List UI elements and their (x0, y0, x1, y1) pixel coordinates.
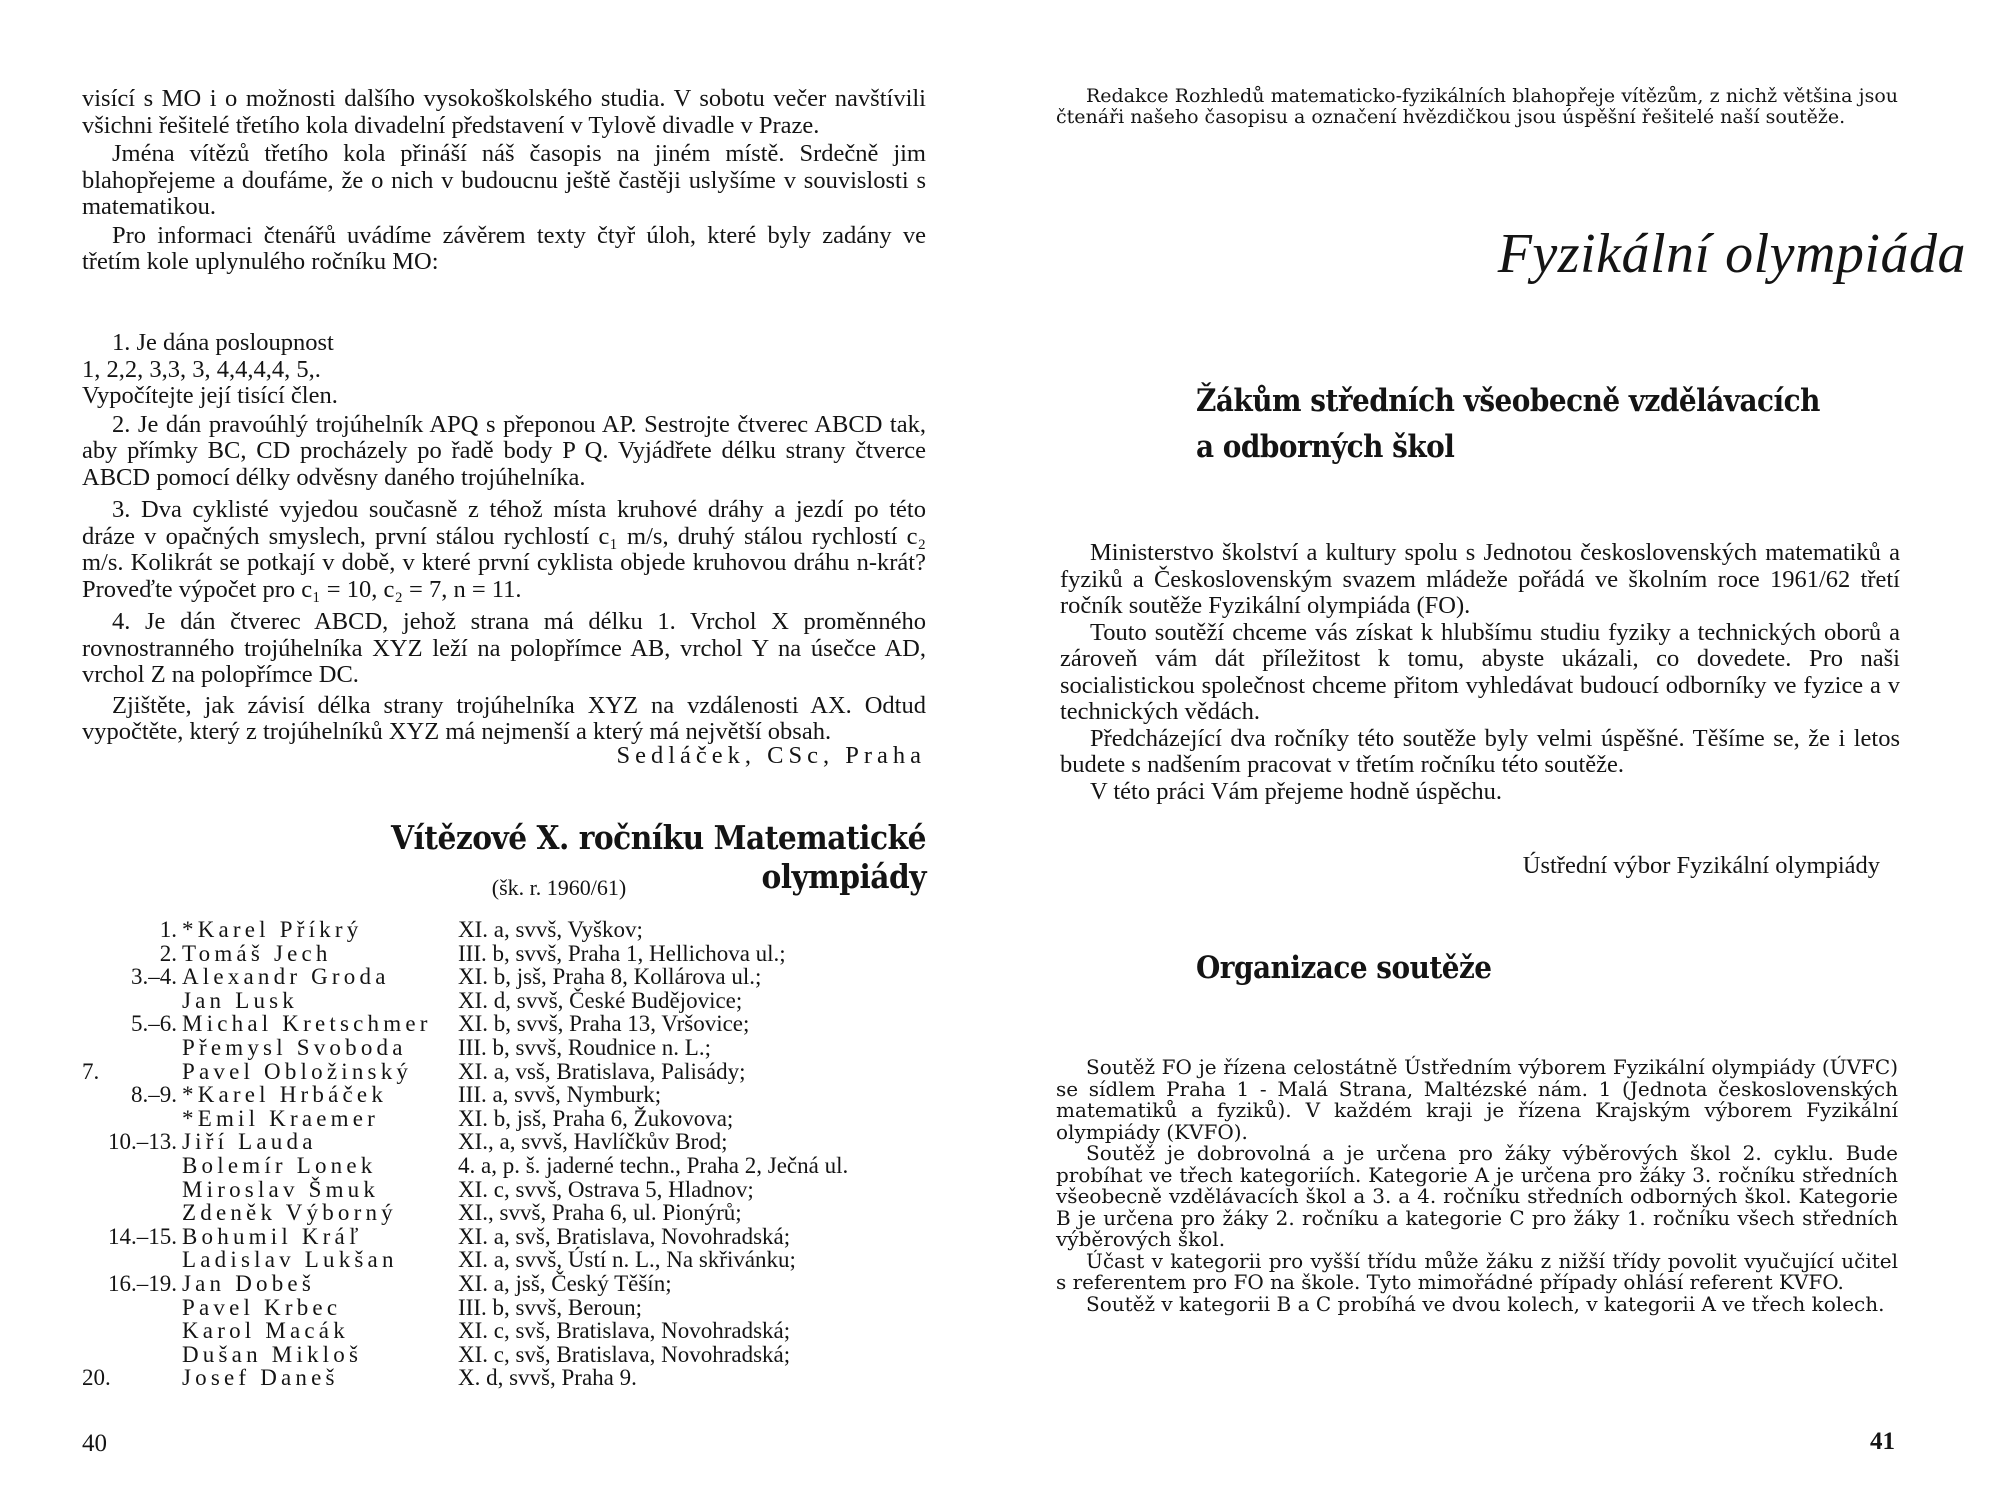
winner-school: XI. d, svvš, České Budějovice; (458, 987, 743, 1013)
problem-1-intro: 1. Je dána posloupnost (112, 329, 334, 356)
page-number: 40 (82, 1430, 107, 1457)
winner-name: Přemysl Svoboda (182, 1034, 407, 1060)
winner-school: XI. c, svš, Bratislava, Novohradská; (458, 1318, 791, 1344)
problem-4b: Zjištěte, jak závisí délka strany trojúhelníka XYZ na vzdálenosti AX. Odtud vypočtěte, který z trojúhelníků XYZ má nejmenší a který má největší obsah. (82, 691, 926, 745)
winner-name: Jan Lusk (182, 987, 299, 1013)
winner-rank: 16.–19. (108, 1270, 177, 1296)
winner-school: III. b, svvš, Beroun; (458, 1294, 642, 1320)
winner-name: Michal Kretschmer (182, 1011, 432, 1037)
winner-row (82, 1012, 942, 1036)
problem-3: 3. Dva cyklisté vyjedou současně z téhož místa kruhové dráhy a jezdí po této dráze v opačných smyslech, první stálou rychlostí c₁ m/s, druhý stálou rychlostí c₂ m/s. Kolikrát se potkají v době, v které první cyklista objede kruhovou dráhu n-krát? Proveďte výpočet pro c₁ = 10, c₂ = 7, n = 11. (82, 496, 926, 603)
winner-row (82, 1343, 942, 1367)
problem-1-sequence: 1, 2,2, 3,3, 3, 4,4,4,4, 5,. (82, 355, 321, 383)
address-heading (1196, 378, 1820, 470)
winner-name: Ladislav Lukšan (182, 1247, 398, 1273)
winner-row (82, 1272, 942, 1296)
winner-row (82, 1036, 942, 1060)
intro-text (82, 86, 926, 276)
winner-name: Pavel Obložinský (182, 1058, 413, 1084)
address-paragraph: Ministerstvo školství a kultury spolu s Jednotou československých matematiků a fyziků a Československým svazem mládeže pořádá ve školním roce 1961/62 třetí ročník soutěže Fyzikální olympiáda (FO). (1060, 539, 1900, 619)
winner-row (82, 1107, 942, 1131)
address-heading-line-1: Žákům středních všeobecně vzdělávacích (1196, 383, 1820, 419)
winner-school: XI. b, jsš, Praha 8, Kollárova ul.; (458, 964, 762, 990)
winner-school: XI. c, svvš, Ostrava 5, Hladnov; (458, 1176, 754, 1202)
winner-school: XI. a, svvš, Vyškov; (458, 917, 643, 942)
winner-name: Zdeněk Výborný (182, 1200, 397, 1226)
organization-paragraph: Soutěž je dobrovolná a je určena pro žáky výběrových škol 2. cyklu. Bude probíhat ve třech kategoriích. Kategorie A je určena pro žáky 3. ročníku středních všeobecně vzdělávacích škol a 3. a 4. ročníku středních odborných škol. Kategorie B je určena pro žáky 2. ročníku a kategorie C pro žáky 1. ročníku všech středních výběrových škol. (1056, 1141, 1898, 1251)
section-title: Fyzikální olympiáda (1497, 223, 1966, 285)
editorial-note-text: Redakce Rozhledů matematicko-fyzikálních blahopřeje vítězům, z nichž většina jsou čtenáři našeho časopisu a označení hvězdičkou jsou úspěšní řešitelé naší soutěže. (1056, 85, 1898, 128)
organization-text (1056, 1057, 1898, 1315)
winner-school: XI. a, jsš, Český Těšín; (458, 1270, 672, 1296)
winner-school: 4. a, p. š. jaderné techn., Praha 2, Ječná ul. (458, 1152, 849, 1178)
author-signature: Sedláček, CSc, Praha (616, 742, 926, 769)
intro-paragraph: visící s MO i o možnosti dalšího vysokoškolského studia. V sobotu večer navštívili všichni řešitelé třetího kola divadelní představení v Tylově divadle v Praze. (82, 85, 926, 139)
winner-row (82, 1366, 942, 1390)
winners-subtitle: (šk. r. 1960/61) (491, 875, 627, 900)
winner-rank: 10.–13. (108, 1129, 177, 1155)
winner-row (82, 1154, 942, 1178)
organization-paragraph: Soutěž v kategorii B a C probíhá ve dvou kolech, v kategorii A ve třech kolech. (1086, 1291, 1885, 1316)
winner-name: Jan Dobeš (182, 1270, 315, 1296)
problem-2: 2. Je dán pravoúhlý trojúhelník APQ s přeponou AP. Sestrojte čtverec ABCD tak, aby přímky BC, CD procházely po řadě body P Q. Vyjádřete délku strany čtverce ABCD pomocí délky odvěsny daného trojúhelníka. (82, 410, 926, 491)
page-number: 41 (1870, 1428, 1895, 1455)
winner-name: Jiří Lauda (182, 1129, 317, 1155)
winner-row (82, 1248, 942, 1272)
address-text (1060, 540, 1900, 805)
winner-rank: 3.–4. (131, 964, 177, 990)
winner-name: Alexandr Groda (182, 964, 390, 990)
problem-4a: 4. Je dán čtverec ABCD, jehož strana má délku 1. Vrchol X proměnného rovnostranného trojúhelníka XYZ leží na polopřímce AB, vrchol Y na úsečce AD, vrchol Z na polopřímce DC. (82, 608, 926, 688)
winner-school: XI. a, svš, Bratislava, Novohradská; (458, 1223, 791, 1249)
problems (82, 330, 926, 746)
winner-school: III. a, svvš, Nymburk; (458, 1082, 662, 1108)
winner-school: X. d, svvš, Praha 9. (458, 1365, 637, 1391)
winner-name: *Karel Hrbáček (182, 1082, 388, 1108)
winner-school: XI. b, jsš, Praha 6, Žukovova; (458, 1105, 734, 1131)
right-page (1004, 0, 2008, 1501)
winner-row (82, 942, 942, 966)
winner-school: XI. b, svvš, Praha 13, Vršovice; (458, 1011, 750, 1037)
winner-rank: 8.–9. (131, 1082, 177, 1108)
winner-school: III. b, svvš, Roudnice n. L.; (458, 1034, 711, 1060)
winner-school: XI. a, svvš, Ústí n. L., Na skřivánku; (458, 1247, 796, 1273)
address-paragraph: Touto soutěží chceme vás získat k hlubšímu studiu fyziky a technických oborů a zároveň vám dát příležitost k tomu, abyste ukázali, co dovedete. Pro naši socialistickou společnost chceme přitom vyhledávat budoucí odborníky ve fyzice a v technických vědách. (1060, 618, 1900, 725)
winner-row (82, 989, 942, 1013)
intro-paragraph: Pro informaci čtenářů uvádíme závěrem texty čtyř úloh, které byly zadány ve třetím kole uplynulého ročníku MO: (82, 221, 926, 275)
winner-rank: 2. (159, 940, 177, 966)
winner-rank: 20. (82, 1365, 111, 1391)
winner-name: Bohumil Kráľ (182, 1223, 363, 1249)
winner-row (82, 1060, 942, 1084)
address-paragraph: V této práci Vám přejeme hodně úspěchu. (1090, 777, 1503, 805)
winner-rank: 1. (159, 917, 177, 942)
address-signature: Ústřední výbor Fyzikální olympiády (1522, 852, 1880, 879)
address-paragraph: Předcházející dva ročníky této soutěže byly velmi úspěšné. Těšíme se, že i letos budete s nadšením pracovat v třetím ročníku této soutěže. (1060, 724, 1900, 778)
winner-name: Dušan Mikloš (182, 1341, 363, 1367)
winners-list (82, 918, 942, 1390)
winner-name: Bolemír Lonek (182, 1152, 377, 1178)
winner-row (82, 918, 942, 942)
winner-row (82, 1319, 942, 1343)
winner-row (82, 965, 942, 989)
address-heading-line-2: a odborných škol (1196, 429, 1455, 465)
winner-row (82, 1296, 942, 1320)
intro-paragraph: Jména vítězů třetího kola přináší náš časopis na jiném místě. Srdečně jim blahopřejeme a doufáme, že o nich v budoucnu ještě častěji uslyšíme v souvislosti s matematikou. (82, 140, 926, 220)
winner-name: Miroslav Šmuk (182, 1176, 380, 1202)
winner-school: XI. c, svš, Bratislava, Novohradská; (458, 1341, 791, 1367)
organization-heading: Organizace soutěže (1196, 950, 1492, 986)
winners-title: Vítězové X. ročníku Matematické olympiády (390, 818, 926, 896)
organization-paragraph: Soutěž FO je řízena celostátně Ústředním výborem Fyzikální olympiády (ÚVFC) se sídlem Praha 1 - Malá Strana, Maltézské nám. 1 (Jednota československých matematiků a fyziků). V každém kraji je řízena Krajským výborem Fyzikální olympiády (KVFO). (1056, 1055, 1898, 1144)
winner-school: III. b, svvš, Praha 1, Hellichova ul.; (458, 940, 786, 966)
winner-row (82, 1201, 942, 1225)
winner-school: XI., a, svvš, Havlíčkův Brod; (458, 1129, 728, 1155)
winner-row (82, 1178, 942, 1202)
winner-rank: 7. (82, 1058, 100, 1084)
winner-name: Josef Daneš (182, 1365, 339, 1391)
winner-name: *Emil Kraemer (182, 1105, 380, 1131)
problem-1-task: Vypočítejte její tisící člen. (82, 382, 338, 409)
winner-row (82, 1225, 942, 1249)
winner-name: Karol Macák (182, 1318, 349, 1344)
organization-paragraph: Účast v kategorii pro vyšší třídu může žáku z nižší třídy povolit vyučující učitel s referentem pro FO na škole. Tyto mimořádné případy ohlásí referent KVFO. (1056, 1248, 1898, 1294)
winner-row (82, 1130, 942, 1154)
winner-rank: 14.–15. (108, 1223, 177, 1249)
winner-school: XI. a, vsš, Bratislava, Palisády; (458, 1058, 746, 1084)
winner-row (82, 1083, 942, 1107)
winner-school: XI., svvš, Praha 6, ul. Pionýrů; (458, 1200, 742, 1226)
winner-name: *Karel Příkrý (182, 917, 363, 942)
editorial-note (1056, 86, 1898, 128)
winner-name: Pavel Krbec (182, 1294, 342, 1320)
winner-rank: 5.–6. (131, 1011, 177, 1037)
winner-name: Tomáš Jech (182, 940, 332, 966)
